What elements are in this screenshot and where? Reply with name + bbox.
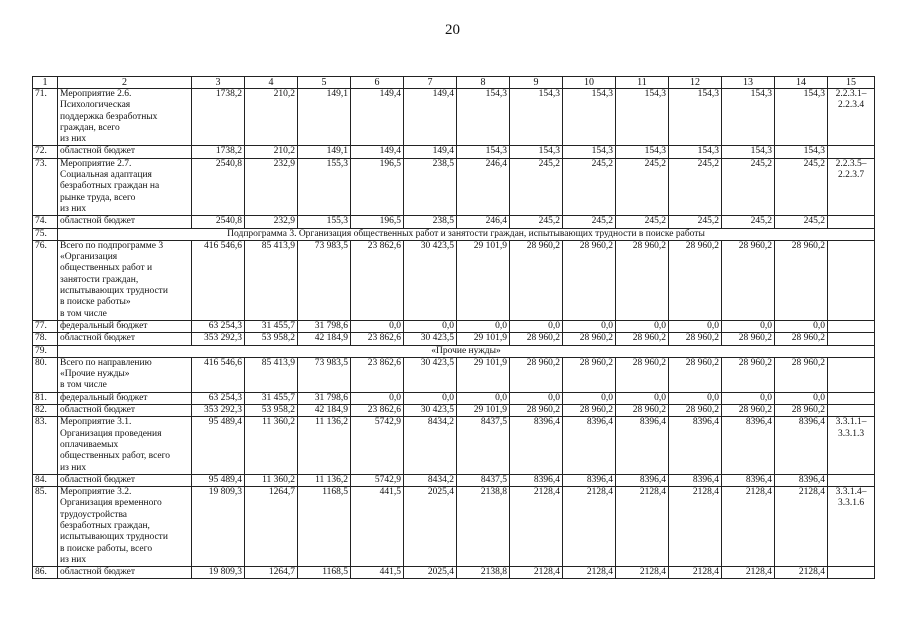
header-cell: 13	[722, 77, 775, 89]
value-cell: 0,0	[563, 320, 616, 332]
header-cell: 2	[58, 77, 192, 89]
row-name-line: рынке труда, всего	[60, 192, 136, 203]
value-cell: 245,2	[722, 158, 775, 215]
value-cell: 2128,4	[669, 567, 722, 579]
page-number: 20	[445, 22, 460, 38]
value-cell: 0,0	[669, 320, 722, 332]
value-cell: 28 960,2	[616, 357, 669, 392]
row-name-line: из них	[60, 554, 87, 565]
row-name-line: испытывающих трудности	[60, 286, 168, 297]
value-cell: 2128,4	[722, 487, 775, 567]
value-cell: 28 960,2	[775, 240, 828, 320]
value-cell: 28 960,2	[669, 240, 722, 320]
table-row	[33, 357, 875, 392]
value-cell: 28 960,2	[510, 240, 563, 320]
code-cell: 2.2.3.5–2.2.3.7	[828, 158, 875, 215]
header-cell: 14	[775, 77, 828, 89]
code-cell: 3.3.1.1–3.3.1.3	[828, 417, 875, 474]
value-cell: 30 423,5	[404, 357, 457, 392]
value-cell: 19 809,3	[192, 487, 245, 567]
header-cell: 4	[245, 77, 298, 89]
value-cell: 149,4	[404, 146, 457, 158]
value-cell: 8396,4	[775, 417, 828, 474]
code-cell	[828, 567, 875, 579]
value-cell: 154,3	[722, 146, 775, 158]
row-name-line: трудоустройства	[60, 509, 128, 520]
row-name-line: Мероприятие 3.1.	[60, 417, 132, 428]
value-cell: 245,2	[563, 158, 616, 215]
row-number: 76.	[33, 240, 58, 320]
value-cell: 28 960,2	[775, 357, 828, 392]
value-cell: 238,5	[404, 216, 457, 228]
value-cell: 232,9	[245, 158, 298, 215]
value-cell: 53 958,2	[245, 405, 298, 417]
value-cell: 8434,2	[404, 417, 457, 474]
row-number: 77.	[33, 320, 58, 332]
code-cell	[828, 333, 875, 345]
value-cell: 42 184,9	[298, 333, 351, 345]
value-cell: 53 958,2	[245, 333, 298, 345]
header-cell: 7	[404, 77, 457, 89]
value-cell: 155,3	[298, 158, 351, 215]
row-number: 84.	[33, 474, 58, 486]
value-cell: 154,3	[457, 89, 510, 146]
table-body	[33, 77, 875, 579]
row-name-line: Всего по направлению	[60, 357, 152, 368]
table-row	[33, 158, 875, 215]
value-cell: 11 136,2	[298, 417, 351, 474]
row-name-line: «Прочие нужды»	[60, 369, 130, 380]
value-cell: 31 455,7	[245, 320, 298, 332]
value-cell: 155,3	[298, 216, 351, 228]
code-cell	[828, 357, 875, 392]
value-cell: 353 292,3	[192, 333, 245, 345]
value-cell: 210,2	[245, 89, 298, 146]
value-cell: 0,0	[457, 320, 510, 332]
value-cell: 11 360,2	[245, 474, 298, 486]
value-cell: 154,3	[722, 89, 775, 146]
value-cell: 8396,4	[510, 474, 563, 486]
value-cell: 245,2	[510, 216, 563, 228]
code-cell	[828, 216, 875, 228]
value-cell: 1738,2	[192, 89, 245, 146]
row-name-line: из них	[60, 203, 87, 214]
row-name-line: Организация временного	[60, 498, 162, 509]
section-row	[33, 345, 875, 357]
code-cell	[828, 146, 875, 158]
value-cell: 2128,4	[510, 567, 563, 579]
value-cell: 0,0	[616, 392, 669, 404]
value-cell: 246,4	[457, 216, 510, 228]
row-name	[58, 487, 192, 567]
value-cell: 149,4	[351, 89, 404, 146]
row-name-line: оплачиваемых	[60, 439, 119, 450]
value-cell: 196,5	[351, 216, 404, 228]
value-cell: 0,0	[351, 392, 404, 404]
table-row	[33, 405, 875, 417]
value-cell: 2138,8	[457, 487, 510, 567]
row-name	[58, 158, 192, 215]
value-cell: 28 960,2	[563, 240, 616, 320]
row-name-line: Мероприятие 2.7.	[60, 158, 132, 169]
value-cell: 8396,4	[669, 417, 722, 474]
value-cell: 0,0	[563, 392, 616, 404]
value-cell: 28 960,2	[669, 357, 722, 392]
value-cell: 85 413,9	[245, 357, 298, 392]
value-cell: 8437,5	[457, 474, 510, 486]
value-cell: 1168,5	[298, 487, 351, 567]
value-cell: 0,0	[457, 392, 510, 404]
value-cell: 8396,4	[722, 417, 775, 474]
value-cell: 353 292,3	[192, 405, 245, 417]
value-cell: 2128,4	[775, 487, 828, 567]
row-name	[58, 320, 192, 332]
table-row	[33, 146, 875, 158]
value-cell: 8396,4	[775, 474, 828, 486]
row-name	[58, 417, 192, 474]
budget-table	[32, 76, 875, 579]
row-name-line: Социальная адаптация	[60, 170, 152, 181]
table-row	[33, 320, 875, 332]
row-name-line: общественных работ и	[60, 263, 153, 274]
row-number: 85.	[33, 487, 58, 567]
value-cell: 29 101,9	[457, 357, 510, 392]
header-cell: 5	[298, 77, 351, 89]
value-cell: 245,2	[669, 158, 722, 215]
table-row	[33, 474, 875, 486]
value-cell: 73 983,5	[298, 240, 351, 320]
row-name-line: Мероприятие 2.6.	[60, 89, 132, 99]
header-cell: 8	[457, 77, 510, 89]
row-number: 83.	[33, 417, 58, 474]
code-cell	[828, 392, 875, 404]
value-cell: 63 254,3	[192, 320, 245, 332]
value-cell: 441,5	[351, 567, 404, 579]
row-name-line: в поиске работы, всего	[60, 543, 153, 554]
row-name-line: областной бюджет	[60, 405, 136, 416]
code-cell	[828, 405, 875, 417]
value-cell: 196,5	[351, 158, 404, 215]
row-number: 74.	[33, 216, 58, 228]
table-row	[33, 333, 875, 345]
value-cell: 28 960,2	[775, 333, 828, 345]
row-name-line: областной бюджет	[60, 216, 136, 227]
row-name-line: Психологическая	[60, 100, 131, 111]
value-cell: 28 960,2	[510, 333, 563, 345]
row-name-line: поддержка безработных	[60, 111, 158, 122]
value-cell: 154,3	[775, 89, 828, 146]
value-cell: 238,5	[404, 158, 457, 215]
value-cell: 0,0	[616, 320, 669, 332]
row-name-line: «Организация	[60, 252, 118, 263]
value-cell: 232,9	[245, 216, 298, 228]
value-cell: 28 960,2	[722, 240, 775, 320]
value-cell: 5742,9	[351, 417, 404, 474]
value-cell: 416 546,6	[192, 240, 245, 320]
value-cell: 2128,4	[616, 567, 669, 579]
value-cell: 5742,9	[351, 474, 404, 486]
value-cell: 11 136,2	[298, 474, 351, 486]
row-number: 75.	[33, 228, 58, 240]
value-cell: 149,1	[298, 146, 351, 158]
value-cell: 0,0	[351, 320, 404, 332]
header-row	[33, 77, 875, 89]
value-cell: 23 862,6	[351, 333, 404, 345]
row-name	[58, 216, 192, 228]
value-cell: 30 423,5	[404, 240, 457, 320]
value-cell: 28 960,2	[616, 333, 669, 345]
table-row	[33, 240, 875, 320]
value-cell: 28 960,2	[616, 405, 669, 417]
header-cell: 3	[192, 77, 245, 89]
section-title: Подпрограмма 3. Организация общественных работ и занятости граждан, испытывающих трудности в поиске работы	[58, 228, 875, 240]
header-cell: 11	[616, 77, 669, 89]
value-cell: 28 960,2	[722, 405, 775, 417]
value-cell: 29 101,9	[457, 240, 510, 320]
value-cell: 2540,8	[192, 158, 245, 215]
value-cell: 28 960,2	[669, 405, 722, 417]
value-cell: 63 254,3	[192, 392, 245, 404]
value-cell: 149,1	[298, 89, 351, 146]
value-cell: 154,3	[616, 89, 669, 146]
table-row	[33, 567, 875, 579]
value-cell: 154,3	[563, 146, 616, 158]
value-cell: 85 413,9	[245, 240, 298, 320]
value-cell: 245,2	[616, 158, 669, 215]
row-name-line: областной бюджет	[60, 567, 136, 578]
table-row	[33, 89, 875, 146]
row-number: 80.	[33, 357, 58, 392]
value-cell: 245,2	[775, 158, 828, 215]
row-name-line: из них	[60, 134, 87, 145]
value-cell: 28 960,2	[563, 333, 616, 345]
value-cell: 154,3	[669, 89, 722, 146]
value-cell: 8396,4	[669, 474, 722, 486]
value-cell: 416 546,6	[192, 357, 245, 392]
value-cell: 28 960,2	[775, 405, 828, 417]
value-cell: 210,2	[245, 146, 298, 158]
value-cell: 0,0	[404, 392, 457, 404]
value-cell: 28 960,2	[616, 240, 669, 320]
value-cell: 154,3	[510, 146, 563, 158]
row-name-line: областной бюджет	[60, 146, 136, 157]
value-cell: 149,4	[404, 89, 457, 146]
row-name-line: Организация проведения	[60, 428, 162, 439]
row-name-line: общественных работ, всего	[60, 451, 171, 462]
row-name-line: безработных граждан на	[60, 181, 160, 192]
code-cell: 3.3.1.4–3.3.1.6	[828, 487, 875, 567]
value-cell: 11 360,2	[245, 417, 298, 474]
value-cell: 23 862,6	[351, 405, 404, 417]
value-cell: 441,5	[351, 487, 404, 567]
row-number: 71.	[33, 89, 58, 146]
value-cell: 154,3	[510, 89, 563, 146]
value-cell: 246,4	[457, 158, 510, 215]
value-cell: 28 960,2	[722, 357, 775, 392]
value-cell: 245,2	[669, 216, 722, 228]
value-cell: 245,2	[722, 216, 775, 228]
row-name-line: областной бюджет	[60, 333, 136, 344]
value-cell: 1738,2	[192, 146, 245, 158]
value-cell: 8396,4	[510, 417, 563, 474]
value-cell: 0,0	[404, 320, 457, 332]
code-cell: 2.2.3.1–2.2.3.4	[828, 89, 875, 146]
row-name	[58, 567, 192, 579]
row-name-line: в том числе	[60, 380, 107, 391]
row-name	[58, 146, 192, 158]
header-cell: 6	[351, 77, 404, 89]
value-cell: 245,2	[563, 216, 616, 228]
header-cell: 9	[510, 77, 563, 89]
value-cell: 8396,4	[616, 474, 669, 486]
row-name-line: из них	[60, 462, 87, 473]
row-number: 73.	[33, 158, 58, 215]
code-cell	[828, 474, 875, 486]
row-name	[58, 392, 192, 404]
value-cell: 2540,8	[192, 216, 245, 228]
value-cell: 2128,4	[669, 487, 722, 567]
value-cell: 31 455,7	[245, 392, 298, 404]
row-name-line: областной бюджет	[60, 474, 136, 485]
value-cell: 2128,4	[616, 487, 669, 567]
row-name	[58, 240, 192, 320]
table-row	[33, 392, 875, 404]
row-number: 81.	[33, 392, 58, 404]
row-name	[58, 405, 192, 417]
value-cell: 8396,4	[563, 474, 616, 486]
value-cell: 23 862,6	[351, 357, 404, 392]
row-name-line: федеральный бюджет	[60, 392, 148, 403]
value-cell: 23 862,6	[351, 240, 404, 320]
row-name	[58, 333, 192, 345]
value-cell: 28 960,2	[510, 405, 563, 417]
row-name-line: граждан, всего	[60, 122, 120, 133]
section-row	[33, 228, 875, 240]
row-name	[58, 474, 192, 486]
row-name-line: занятости граждан,	[60, 274, 139, 285]
value-cell: 73 983,5	[298, 357, 351, 392]
value-cell: 2128,4	[563, 567, 616, 579]
value-cell: 245,2	[775, 216, 828, 228]
row-name-line: в поиске работы»	[60, 297, 131, 308]
value-cell: 0,0	[510, 320, 563, 332]
value-cell: 8437,5	[457, 417, 510, 474]
table-row	[33, 216, 875, 228]
value-cell: 31 798,6	[298, 392, 351, 404]
value-cell: 0,0	[775, 392, 828, 404]
value-cell: 19 809,3	[192, 567, 245, 579]
value-cell: 8434,2	[404, 474, 457, 486]
row-number: 78.	[33, 333, 58, 345]
value-cell: 154,3	[563, 89, 616, 146]
header-cell: 10	[563, 77, 616, 89]
code-cell	[828, 240, 875, 320]
value-cell: 154,3	[616, 146, 669, 158]
value-cell: 2128,4	[510, 487, 563, 567]
value-cell: 95 489,4	[192, 417, 245, 474]
value-cell: 0,0	[722, 320, 775, 332]
value-cell: 2128,4	[563, 487, 616, 567]
value-cell: 0,0	[775, 320, 828, 332]
value-cell: 28 960,2	[563, 357, 616, 392]
value-cell: 2025,4	[404, 567, 457, 579]
value-cell: 42 184,9	[298, 405, 351, 417]
row-name-line: испытывающих трудности	[60, 532, 168, 543]
value-cell: 28 960,2	[669, 333, 722, 345]
value-cell: 1264,7	[245, 487, 298, 567]
row-name-line: Всего по подпрограмме 3	[60, 240, 164, 251]
value-cell: 2128,4	[722, 567, 775, 579]
value-cell: 95 489,4	[192, 474, 245, 486]
row-name	[58, 89, 192, 146]
value-cell: 154,3	[669, 146, 722, 158]
value-cell: 28 960,2	[722, 333, 775, 345]
value-cell: 28 960,2	[510, 357, 563, 392]
value-cell: 28 960,2	[563, 405, 616, 417]
row-name	[58, 357, 192, 392]
row-number: 82.	[33, 405, 58, 417]
value-cell: 2138,8	[457, 567, 510, 579]
value-cell: 154,3	[775, 146, 828, 158]
value-cell: 245,2	[510, 158, 563, 215]
table-row	[33, 487, 875, 567]
value-cell: 30 423,5	[404, 333, 457, 345]
value-cell: 245,2	[616, 216, 669, 228]
value-cell: 8396,4	[616, 417, 669, 474]
value-cell: 8396,4	[722, 474, 775, 486]
value-cell: 8396,4	[563, 417, 616, 474]
value-cell: 0,0	[510, 392, 563, 404]
value-cell: 0,0	[722, 392, 775, 404]
value-cell: 0,0	[669, 392, 722, 404]
row-name-line: федеральный бюджет	[60, 320, 148, 331]
row-number: 79.	[33, 345, 58, 357]
value-cell: 1264,7	[245, 567, 298, 579]
row-name-line: в том числе	[60, 308, 107, 319]
value-cell: 149,4	[351, 146, 404, 158]
row-name-line: безработных граждан,	[60, 520, 150, 531]
header-cell: 12	[669, 77, 722, 89]
header-cell: 1	[33, 77, 58, 89]
value-cell: 30 423,5	[404, 405, 457, 417]
value-cell: 31 798,6	[298, 320, 351, 332]
value-cell: 29 101,9	[457, 333, 510, 345]
value-cell: 2128,4	[775, 567, 828, 579]
section-title: «Прочие нужды»	[58, 345, 875, 357]
value-cell: 29 101,9	[457, 405, 510, 417]
value-cell: 154,3	[457, 146, 510, 158]
row-name-line: Мероприятие 3.2.	[60, 487, 132, 498]
row-number: 72.	[33, 146, 58, 158]
table-row	[33, 417, 875, 474]
value-cell: 1168,5	[298, 567, 351, 579]
code-cell	[828, 320, 875, 332]
row-number: 86.	[33, 567, 58, 579]
header-cell: 15	[828, 77, 875, 89]
value-cell: 2025,4	[404, 487, 457, 567]
